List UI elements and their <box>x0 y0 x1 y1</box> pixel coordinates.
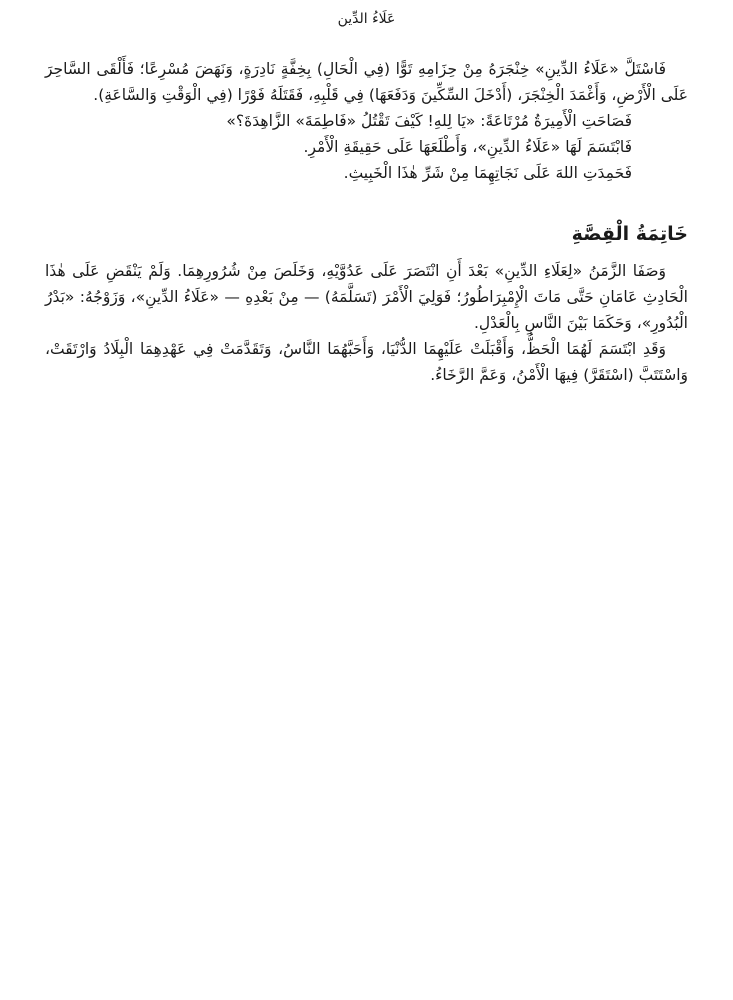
paragraph: فَصَاحَتِ الْأَمِيرَةُ مُرْتَاعَةً: «يَا لِلهِ! كَيْفَ تَقْتُلُ «فَاطِمَةَ» الزَّاهِدَةَ؟» <box>226 112 632 130</box>
paragraph: وَصَفَا الزَّمَنُ «لِعَلَاءِ الدِّينِ» بَعْدَ أَنِ انْتَصَرَ عَلَى عَدُوَّيْهِ، وَخَلَصَ مِنْ شُرُورِهِمَا. وَلَمْ يَنْقَضِ عَلَى هٰذَا الْحَادِثِ عَامَانِ حَتَّى مَاتَ الْإِمْبِرَاطُورُ؛ فَوَلِيَ الْأَمْرَ (تَسَلَّمَهُ) — مِنْ بَعْدِهِ — «عَلَاءُ الدِّينِ»، وَزَوْجُهُ: «بَدْرُ الْبُدُورِ»، وَحَكَمَا بَيْنَ النَّاسِ بِالْعَدْلِ. <box>45 262 688 332</box>
paragraph: فَحَمِدَتِ اللهَ عَلَى نَجَاتِهِمَا مِنْ شَرِّ هٰذَا الْخَبِيثِ. <box>343 164 632 182</box>
running-header: عَلَاءُ الدِّين <box>337 11 396 27</box>
paragraph: فَابْتَسَمَ لَهَا «عَلَاءُ الدِّينِ»، وَأَطْلَعَهَا عَلَى حَقِيقَةِ الْأَمْرِ. <box>303 138 632 156</box>
paragraph: فَاسْتَلَّ «عَلَاءُ الدِّينِ» خِنْجَرَهُ مِنْ حِزَامِهِ تَوًّا (فِي الْحَالِ) بِخِفَّةٍ نَادِرَةٍ، وَنَهَضَ مُسْرِعًا؛ فَأَلْقَى السَّاحِرَ عَلَى الْأَرْضِ، وَأَغْمَدَ الْخِنْجَرَ، (أَدْخَلَ السِّكِّينَ وَدَفَعَهَا) فِي قَلْبِهِ، فَقَتَلَهُ فَوْرًا (فِي الْوَقْتِ وَالسَّاعَةِ). <box>45 60 688 104</box>
paragraph: وَقَدِ ابْتَسَمَ لَهُمَا الْحَظُّ، وَأَقْبَلَتْ عَلَيْهِمَا الدُّنْيَا، وَأَحَبَّهُمَا النَّاسُ، وَتَقَدَّمَتْ فِي عَهْدِهِمَا الْبِلَادُ وَارْتَقَتْ، وَاسْتَتَبَّ (اسْتَقَرَّ) فِيهَا الْأَمْنُ، وَعَمَّ الرَّخَاءُ. <box>45 340 688 384</box>
section-title: خَاتِمَةُ الْقِصَّةِ <box>571 223 688 245</box>
page-content <box>45 56 688 388</box>
